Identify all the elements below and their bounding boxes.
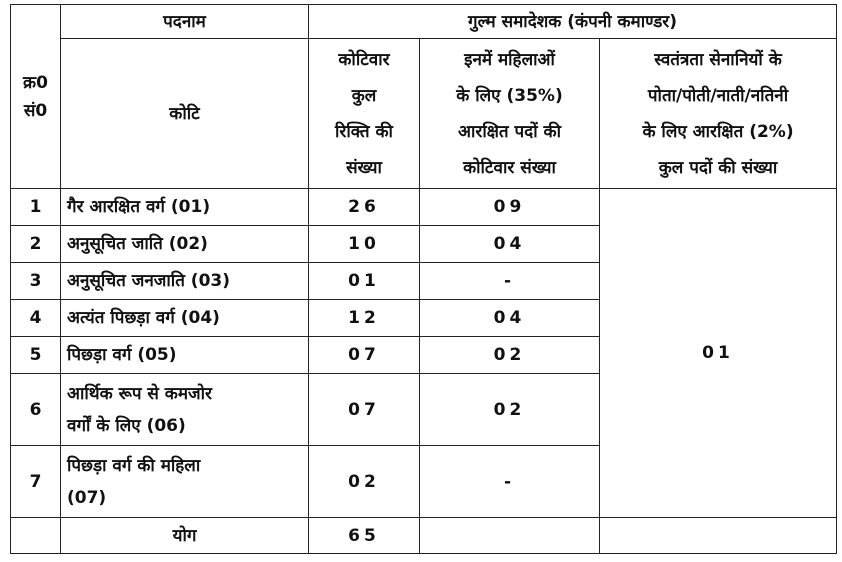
women-reserved: 02 (420, 374, 600, 446)
total-vacancy: 01 (309, 263, 420, 300)
serial-number: 7 (11, 446, 61, 518)
category-name: अनुसूचित जनजाति (03) (61, 263, 309, 300)
vacancy-table (10, 4, 837, 554)
serial-header-cell (11, 5, 61, 189)
grand-total: 65 (309, 518, 420, 554)
col-ff-line: पोता/पोती/नाती/नतिनी (647, 85, 789, 106)
empty-cell (11, 518, 61, 554)
empty-cell (600, 518, 837, 554)
category-name: गैर आरक्षित वर्ग (01) (61, 189, 309, 226)
category-line: (07) (67, 487, 107, 508)
serial-number: 2 (11, 226, 61, 263)
category-label: कोटि (61, 39, 309, 189)
table-row (11, 189, 837, 226)
women-reserved: - (420, 263, 600, 300)
col-women-line: इनमें महिलाओं (464, 49, 555, 70)
col-total-line: संख्या (346, 157, 382, 178)
category-name: पिछड़ा वर्ग (05) (61, 337, 309, 374)
total-vacancy: 07 (309, 374, 420, 446)
header-row-1 (11, 5, 837, 39)
col-total-line: कुल (351, 85, 377, 106)
col-total-line: कोटिवार (338, 49, 390, 70)
women-reserved: - (420, 446, 600, 518)
category-name (61, 446, 309, 518)
col-ff-line: के लिए आरक्षित (2%) (642, 121, 794, 142)
total-row (11, 518, 837, 554)
women-reserved: 04 (420, 300, 600, 337)
col-total-header (309, 39, 420, 189)
category-line: वर्गों के लिए (06) (67, 415, 186, 436)
serial-number: 1 (11, 189, 61, 226)
col-ff-line: स्वतंत्रता सेनानियों के (654, 49, 782, 70)
serial-number: 6 (11, 374, 61, 446)
total-vacancy: 26 (309, 189, 420, 226)
serial-number: 3 (11, 263, 61, 300)
category-name: अत्यंत पिछड़ा वर्ग (04) (61, 300, 309, 337)
total-vacancy: 12 (309, 300, 420, 337)
col-total-line: रिक्ति की (335, 121, 393, 142)
serial-number: 5 (11, 337, 61, 374)
women-reserved: 04 (420, 226, 600, 263)
col-women-line: के लिए (35%) (456, 85, 563, 106)
header-row-2 (11, 39, 837, 189)
category-line: आर्थिक रूप से कमजोर (67, 383, 213, 404)
category-name: अनुसूचित जाति (02) (61, 226, 309, 263)
serial-label-line1: क्र0 (23, 72, 48, 93)
col-women-header (420, 39, 600, 189)
serial-label-line2: सं0 (23, 100, 48, 121)
total-vacancy: 10 (309, 226, 420, 263)
post-title: गुल्म समादेशक (कंपनी कमाण्डर) (309, 5, 837, 39)
empty-cell (420, 518, 600, 554)
women-reserved: 02 (420, 337, 600, 374)
category-name (61, 374, 309, 446)
col-ff-line: कुल पदों की संख्या (658, 157, 778, 178)
freedom-fighter-total: 01 (600, 189, 837, 518)
total-vacancy: 07 (309, 337, 420, 374)
total-vacancy: 02 (309, 446, 420, 518)
women-reserved: 09 (420, 189, 600, 226)
total-label: योग (61, 518, 309, 554)
col-ff-header (600, 39, 837, 189)
designation-label: पदनाम (61, 5, 309, 39)
serial-number: 4 (11, 300, 61, 337)
category-line: पिछड़ा वर्ग की महिला (67, 455, 201, 476)
col-women-line: आरक्षित पदों की (458, 121, 561, 142)
col-women-line: कोटिवार संख्या (463, 157, 556, 178)
